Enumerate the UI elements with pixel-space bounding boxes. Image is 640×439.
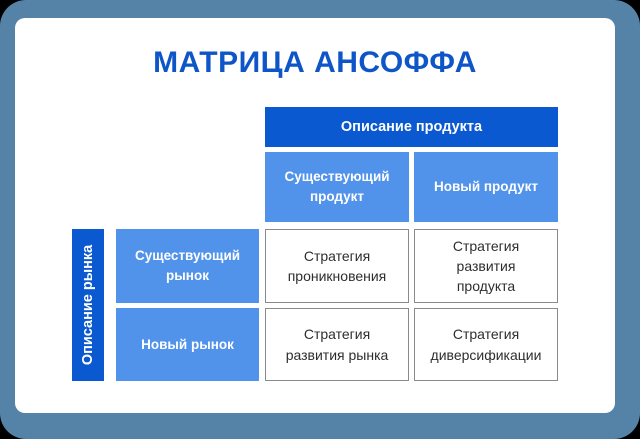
row-header-existing-market-label: Существующий рынок <box>134 248 241 283</box>
cell-product-development-strategy <box>414 229 558 303</box>
col-header-existing-product <box>265 152 409 222</box>
col-header-new-product-label: Новый продукт <box>434 179 538 195</box>
col-header-new-product <box>414 152 558 222</box>
slide-card <box>15 18 615 413</box>
cell-diversification-strategy-label: Стратегия диверсификации <box>430 326 542 363</box>
product-axis-label: Описание продукта <box>340 119 483 135</box>
col-header-existing-product-label: Существующий продукт <box>284 169 390 204</box>
cell-penetration-strategy-label: Стратегия проникновения <box>287 247 387 284</box>
market-axis-label: Описание рынка <box>80 244 96 366</box>
product-axis-header <box>265 107 558 147</box>
cell-market-development-strategy-label: Стратегия развития рынка <box>285 326 389 363</box>
row-header-existing-market <box>116 229 259 303</box>
cell-diversification-strategy <box>414 308 558 381</box>
page-title: МАТРИЦА АНСОФФА <box>153 46 477 79</box>
market-axis-header <box>72 229 104 381</box>
cell-market-development-strategy <box>265 308 409 381</box>
row-header-new-market <box>116 308 259 381</box>
cell-product-development-strategy-label: Стратегия развития продукта <box>452 237 520 295</box>
cell-penetration-strategy <box>265 229 409 303</box>
row-header-new-market-label: Новый рынок <box>141 336 234 352</box>
